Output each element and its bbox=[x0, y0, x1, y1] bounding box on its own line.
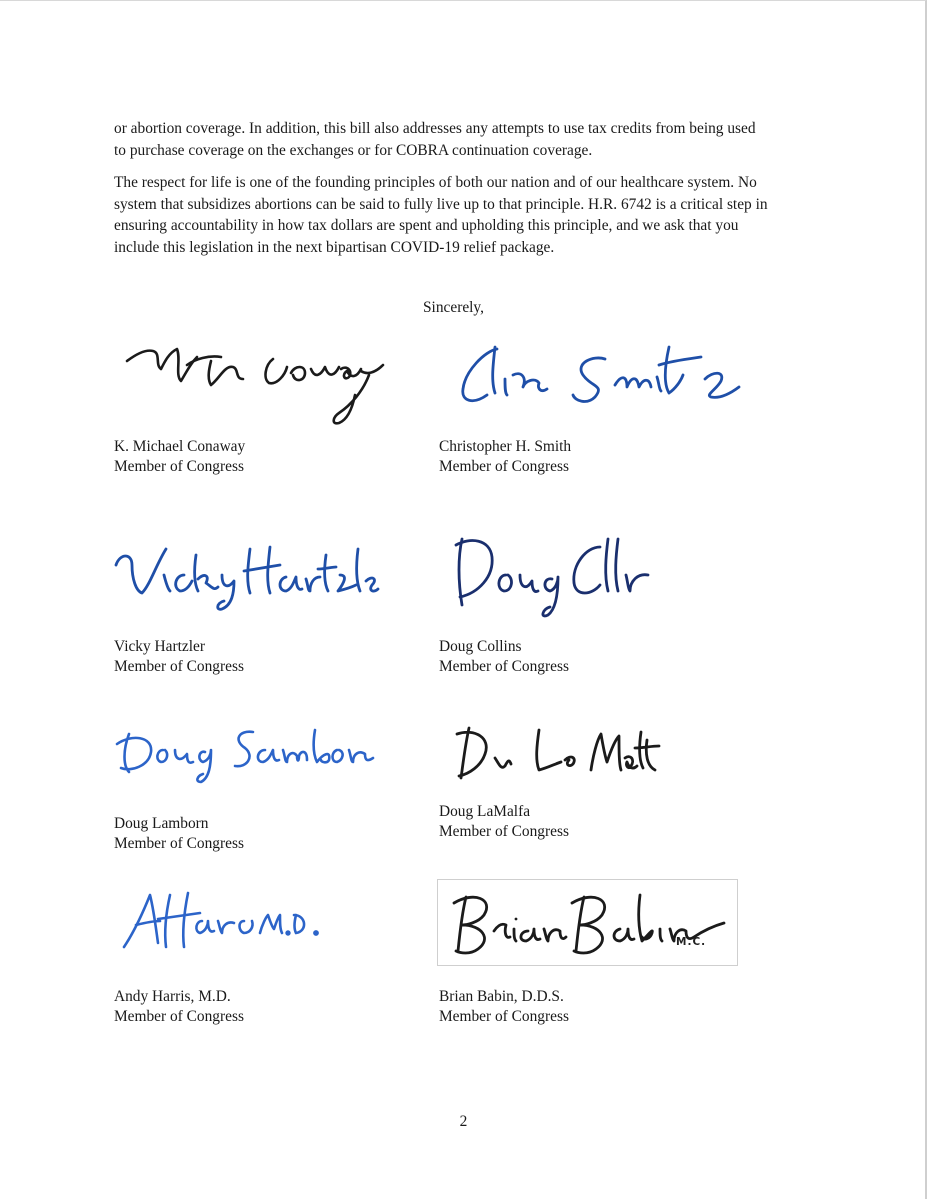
signatory-smith bbox=[439, 437, 571, 477]
signature-hartzler bbox=[110, 535, 380, 615]
signature-conaway bbox=[125, 335, 395, 430]
signatory-title: Member of Congress bbox=[439, 823, 569, 840]
signature-lamborn bbox=[115, 720, 375, 790]
paragraph-2-line: ensuring accountability in how tax dollars are spent and upholding this principle, and we ask that you bbox=[114, 217, 739, 234]
signatory-lamalfa bbox=[439, 802, 569, 842]
paragraph-2-line: The respect for life is one of the founding principles of both our nation and of our healthcare system. No bbox=[114, 174, 757, 191]
signatory-name: Christopher H. Smith bbox=[439, 438, 572, 455]
signatory-name: Vicky Hartzler bbox=[114, 638, 205, 655]
page-number: 2 bbox=[459, 1113, 468, 1130]
signatory-title: Member of Congress bbox=[114, 458, 244, 475]
signature-babin bbox=[448, 885, 733, 960]
signatory-harris bbox=[114, 987, 244, 1027]
signatory-name: K. Michael Conaway bbox=[114, 438, 246, 455]
signatory-babin bbox=[439, 987, 569, 1027]
signatory-name: Brian Babin, D.D.S. bbox=[439, 988, 564, 1005]
signatory-name: Doug Collins bbox=[439, 638, 522, 655]
signatory-conaway bbox=[114, 437, 245, 477]
signatory-name: Doug Lamborn bbox=[114, 815, 209, 832]
paragraph-1 bbox=[114, 118, 824, 161]
signature-lamalfa bbox=[455, 720, 665, 790]
signatory-title: Member of Congress bbox=[114, 835, 244, 852]
signatory-hartzler bbox=[114, 637, 244, 677]
signatory-title: Member of Congress bbox=[439, 658, 569, 675]
paragraph-2 bbox=[114, 172, 824, 258]
signatory-lamborn bbox=[114, 814, 244, 854]
signatory-title: Member of Congress bbox=[439, 1008, 569, 1025]
signature-collins bbox=[450, 525, 660, 625]
signature-harris bbox=[120, 885, 340, 960]
signatory-name: Andy Harris, M.D. bbox=[114, 988, 231, 1005]
paragraph-2-line: system that subsidizes abortions can be said to fully live up to that principle. H.R. 6742 is a critical step in bbox=[114, 195, 768, 213]
signatory-title: Member of Congress bbox=[439, 458, 569, 475]
paragraph-1-line: to purchase coverage on the exchanges or for COBRA continuation coverage. bbox=[114, 141, 593, 159]
signatory-title: Member of Congress bbox=[114, 658, 244, 675]
signatory-name: Doug LaMalfa bbox=[439, 803, 531, 820]
closing-salutation: Sincerely, bbox=[423, 299, 484, 316]
paragraph-1-line: or abortion coverage. In addition, this bill also addresses any attempts to use tax credits from being used bbox=[114, 120, 756, 137]
signatory-collins bbox=[439, 637, 569, 677]
paragraph-2-line: include this legislation in the next bipartisan COVID-19 relief package. bbox=[114, 238, 555, 256]
signatory-title: Member of Congress bbox=[114, 1008, 244, 1025]
signature-smith bbox=[455, 335, 745, 415]
mc-stamp: M.C. bbox=[676, 936, 707, 948]
